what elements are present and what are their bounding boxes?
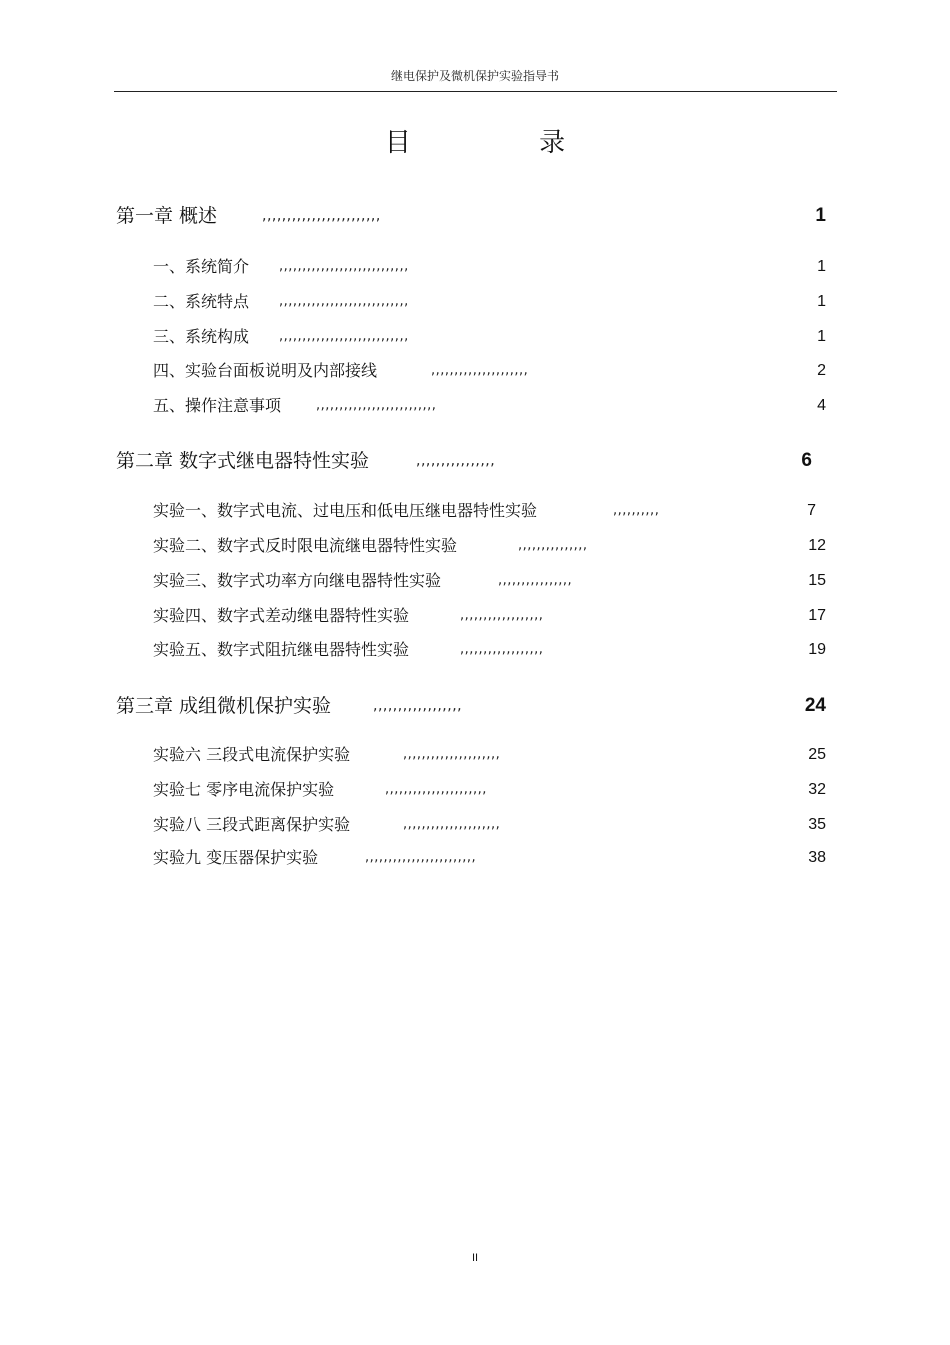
- toc-section-3-3[interactable]: [153, 813, 826, 837]
- toc-entry-label: 实验四、数字式差动继电器特性实验: [153, 606, 410, 625]
- toc-entry-label: 五、操作注意事项: [153, 396, 282, 415]
- toc-entry-label: 第二章 数字式继电器特性实验: [116, 450, 370, 472]
- toc-entry-label: 实验三、数字式功率方向继电器特性实验: [153, 571, 442, 590]
- toc-page-number: 7: [807, 502, 816, 519]
- toc-entry-label: 实验九 变压器保护实验: [153, 848, 319, 867]
- header-divider: [114, 91, 837, 92]
- toc-section-1-3[interactable]: [153, 325, 826, 349]
- running-header: 继电保护及微机保护实验指导书: [390, 69, 559, 83]
- toc-section-2-4[interactable]: [153, 604, 826, 628]
- toc-leader: ,,,,,,,,,,,,,,,,,,,,,,: [385, 782, 487, 797]
- toc-leader: ,,,,,,,,,,,,,,,,: [498, 573, 573, 588]
- toc-page-number: 35: [808, 816, 826, 833]
- toc-leader: ,,,,,,,,,,,,,,,,,,,,,: [403, 747, 501, 762]
- toc-entry-label: 实验六 三段式电流保护实验: [153, 745, 351, 764]
- toc-page-number: 1: [817, 258, 826, 275]
- toc-chapter-3[interactable]: [116, 694, 826, 718]
- page-number: II: [471, 1252, 479, 1264]
- toc-page-number: 2: [817, 362, 826, 379]
- toc-leader: ,,,,,,,,,,,,,,,,,,,,,: [403, 817, 501, 832]
- toc-heading: 目 录: [384, 128, 626, 158]
- toc-page-number: 38: [808, 849, 826, 866]
- toc-page-number: 15: [808, 572, 826, 589]
- toc-section-1-1[interactable]: [153, 255, 826, 279]
- toc-section-2-2[interactable]: [153, 534, 826, 558]
- toc-entry-label: 四、实验台面板说明及内部接线: [153, 361, 378, 380]
- toc-entry-label: 二、系统特点: [153, 292, 250, 311]
- toc-leader: ,,,,,,,,,,,,,,,,,,,,,,,,,,,,: [279, 329, 409, 344]
- toc-leader: ,,,,,,,,,,,,,,,,,,,,,,,,,,: [316, 398, 437, 413]
- toc-leader: ,,,,,,,,,,,,,,,,,,,,,,,,: [262, 208, 381, 224]
- toc-section-1-5[interactable]: [153, 394, 826, 418]
- toc-chapter-1[interactable]: [116, 204, 826, 228]
- toc-page-number: 24: [804, 695, 826, 716]
- toc-leader: ,,,,,,,,,,,,,,,,: [416, 453, 496, 469]
- toc-section-2-1[interactable]: [153, 499, 826, 523]
- toc-page-number: 25: [808, 746, 826, 763]
- toc-leader: ,,,,,,,,,,,,,,,,,,: [460, 642, 544, 657]
- toc-leader: ,,,,,,,,,,,,,,,,,,,,,: [431, 363, 529, 378]
- toc-page-number: 1: [815, 205, 826, 226]
- toc-entry-label: 第一章 概述: [116, 205, 218, 227]
- toc-section-3-4[interactable]: [153, 846, 826, 870]
- toc-section-3-2[interactable]: [153, 778, 826, 802]
- toc-entry-label: 实验一、数字式电流、过电压和低电压继电器特性实验: [153, 501, 538, 520]
- toc-page-number: 1: [817, 293, 826, 310]
- toc-leader: ,,,,,,,,,,,,,,,,,,,,,,,,,,,,: [279, 294, 409, 309]
- toc-page-number: 6: [801, 450, 812, 471]
- toc-leader: ,,,,,,,,,,,,,,,,,,: [373, 698, 463, 714]
- toc-entry-label: 三、系统构成: [153, 327, 250, 346]
- toc-entry-label: 实验七 零序电流保护实验: [153, 780, 335, 799]
- toc-leader: ,,,,,,,,,,,,,,,,,,: [460, 608, 544, 623]
- toc-entry-label: 实验五、数字式阻抗继电器特性实验: [153, 640, 410, 659]
- toc-section-2-5[interactable]: [153, 638, 826, 662]
- toc-page-number: 17: [808, 607, 826, 624]
- toc-page-number: 1: [817, 328, 826, 345]
- toc-leader: ,,,,,,,,,,,,,,,: [518, 538, 588, 553]
- toc-page-number: 4: [817, 397, 826, 414]
- toc-leader: ,,,,,,,,,,,,,,,,,,,,,,,,,,,,: [279, 259, 409, 274]
- toc-entry-label: 第三章 成组微机保护实验: [116, 695, 332, 717]
- toc-section-1-4[interactable]: [153, 359, 826, 383]
- toc-leader: ,,,,,,,,,,: [613, 503, 660, 518]
- toc-section-3-1[interactable]: [153, 743, 826, 767]
- toc-section-1-2[interactable]: [153, 290, 826, 314]
- toc-entry-label: 实验八 三段式距离保护实验: [153, 815, 351, 834]
- toc-leader: ,,,,,,,,,,,,,,,,,,,,,,,,: [365, 850, 477, 865]
- toc-section-2-3[interactable]: [153, 569, 826, 593]
- toc-chapter-2[interactable]: [116, 449, 826, 473]
- toc-entry-label: 实验二、数字式反时限电流继电器特性实验: [153, 536, 458, 555]
- toc-page-number: 19: [808, 641, 826, 658]
- toc-page-number: 32: [808, 781, 826, 798]
- toc-page-number: 12: [808, 537, 826, 554]
- toc-entry-label: 一、系统简介: [153, 257, 250, 276]
